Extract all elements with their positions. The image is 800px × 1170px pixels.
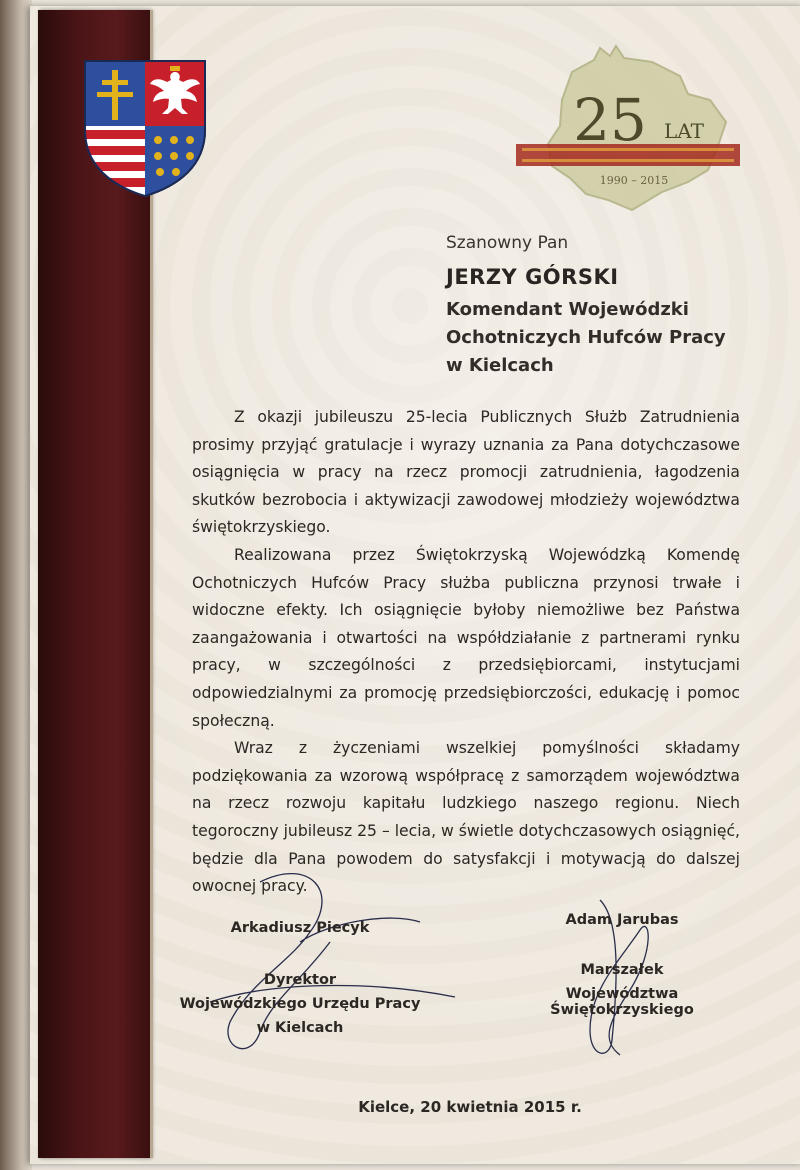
recipient-name: JERZY GÓRSKI (446, 265, 619, 289)
body-paragraph-3: Wraz z życzeniami wszelkiej pomyślności składamy podziękowania za wzorową współpracę z samorządem województwa na rzecz rozwoju kapitału ludzkiego naszego regionu. Niech tegoroczny jubileusz 25 – lecia, w świetle dotychczasowych osiągnięć, będzie dla Pana powodem do satysfakcji i motywacją do dalszej owocnej pracy. (192, 739, 740, 896)
place-and-date: Kielce, 20 kwietnia 2015 r. (358, 1098, 582, 1116)
left-signatory-role-1: Dyrektor (263, 972, 337, 988)
jubilee-25-years-logo-icon (512, 42, 744, 214)
recipient-title-line-2: Ochotniczych Hufców Pracy (446, 327, 726, 348)
body-paragraph-1: Z okazji jubileuszu 25-lecia Publicznych Służb Zatrudnienia prosimy przyjąć gratulacje i wyrazy uznania za Pana dotychczasowe osiągnięcia w pracy na rzecz promocji zatrudnienia, łagodzenia skutków bezrobocia i aktywizacji zawodowej młodzieży województwa świętokrzyskiego. (192, 408, 740, 537)
salutation: Szanowny Pan (446, 233, 569, 253)
recipient-title-line-3: w Kielcach (446, 355, 554, 376)
recipient-title-line-1: Komendant Wojewódzki (446, 299, 689, 320)
left-signatory-name: Arkadiusz Piecyk (230, 920, 370, 936)
left-signatory-role-2: Wojewódzkiego Urzędu Pracy (179, 996, 421, 1012)
right-signatory-name: Adam Jarubas (565, 912, 679, 928)
voivodeship-coat-of-arms-icon (82, 58, 208, 198)
jubilee-word: LAT (664, 119, 704, 143)
left-signatory-role-3: w Kielcach (256, 1020, 344, 1036)
right-signatory-role-2: Województwa Świętokrzyskiego (550, 986, 694, 1018)
jubilee-years: 1990 – 2015 (599, 174, 669, 187)
jubilee-number: 25 (573, 86, 647, 154)
right-signatory-role-1: Marszałek (580, 962, 664, 978)
letter-body (192, 404, 740, 901)
body-paragraph-2: Realizowana przez Świętokrzyską Wojewódzką Komendę Ochotniczych Hufców Pracy służba publiczna przynosi trwałe i widoczne efekty. Ich osiągnięcie byłoby niemożliwe bez Państwa zaangażowania i otwartości na współdziałanie z partnerami rynku pracy, w szczególności z przedsiębiorcami, instytucjami odpowiedzialnymi za promocję przedsiębiorczości, edukację i pomoc społeczną. (192, 545, 740, 730)
page-left-edge (0, 0, 32, 1170)
